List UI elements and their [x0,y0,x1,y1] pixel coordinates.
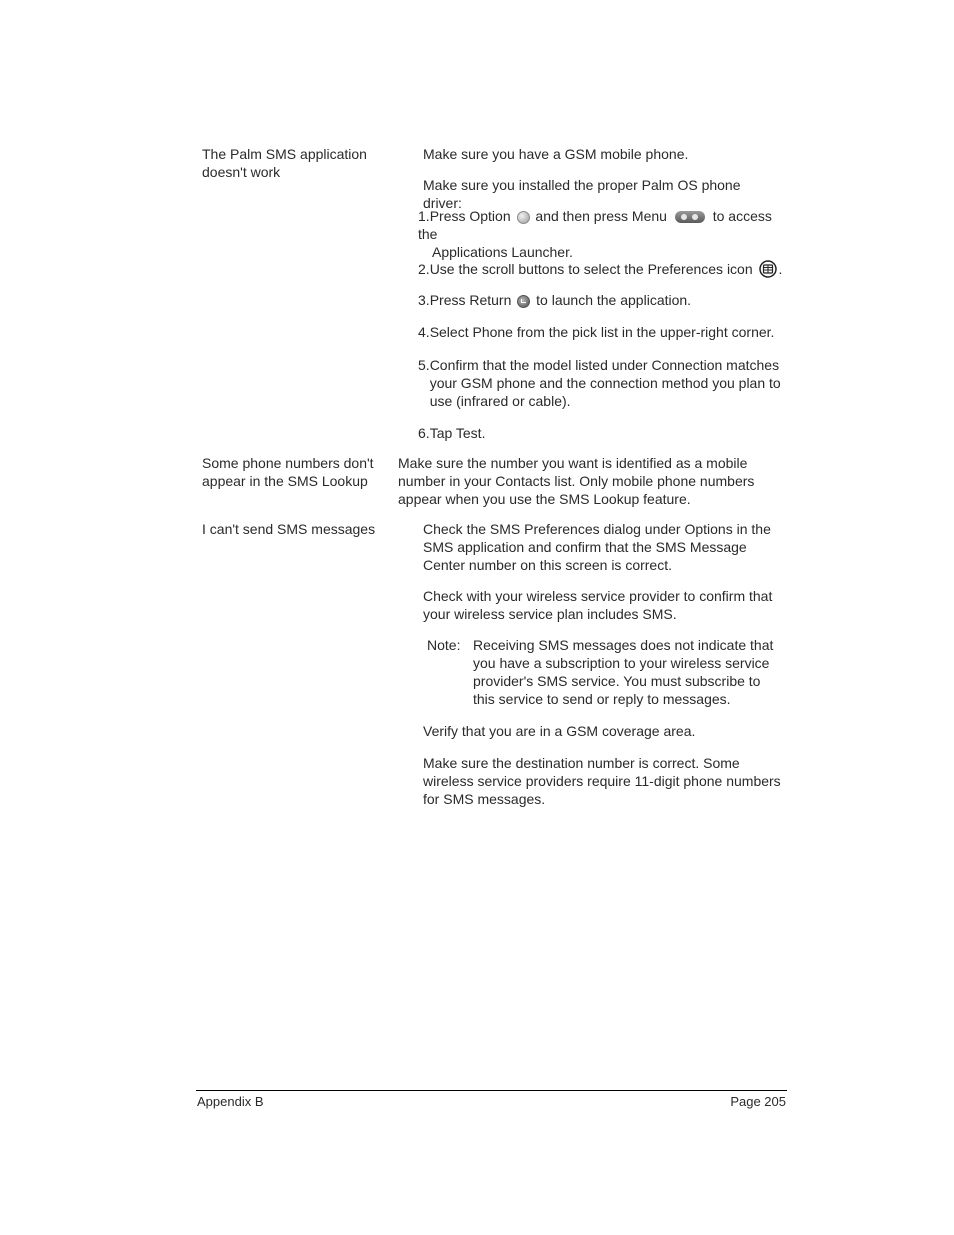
option-button-icon [517,211,530,224]
step-4: 4.Select Phone from the pick list in the upper-right corner. [418,324,775,340]
row-label-palm-sms: The Palm SMS application doesn't work [202,146,367,180]
step-1: 1.Press Option and then press Menu to access the Applications Launcher. [418,208,772,260]
return-button-icon [517,295,530,308]
paragraph-gsm-coverage: Verify that you are in a GSM coverage area. [423,723,696,739]
footer-section: Appendix B [197,1094,264,1109]
step-6: 6.Tap Test. [418,425,486,441]
row-label-phone-numbers: Some phone numbers don't appear in the SMS Lookup [202,455,374,489]
step-5: 5. Confirm that the model listed under Connection matches your GSM phone and the connection method you plan to use (infrared or cable). [418,357,781,409]
paragraph-destination-number: Make sure the destination number is correct. Some wireless service providers require 11-digit phone numbers for SMS messages. [423,755,781,807]
preferences-icon [759,260,777,282]
paragraph-sms-preferences: Check the SMS Preferences dialog under Options in the SMS application and confirm that the SMS Message Center number on this screen is correct. [423,521,771,573]
step-2: 2.Use the scroll buttons to select the Preferences icon . [418,260,788,282]
footer-divider [196,1090,787,1091]
paragraph-phone-driver: Make sure you installed the proper Palm OS phone driver: [423,177,741,211]
paragraph-sms-lookup: Make sure the number you want is identified as a mobile number in your Contacts list. Only mobile phone numbers appear when you use the SMS Lookup feature. [398,455,755,507]
paragraph-wireless-provider: Check with your wireless service provider to confirm that your wireless service plan includes SMS. [423,588,773,622]
row-label-cant-send: I can't send SMS messages [202,521,376,537]
menu-button-icon [675,211,705,223]
paragraph-gsm-phone: Make sure you have a GSM mobile phone. [423,146,689,162]
note-text: Receiving SMS messages does not indicate that you have a subscription to your wireless service provider's SMS service. You must subscribe to this service to send or reply to messages. [473,637,774,707]
note-label: Note: [427,637,461,653]
footer-page-number: Page 205 [730,1094,786,1109]
step-3: 3.Press Return to launch the application. [418,292,692,308]
